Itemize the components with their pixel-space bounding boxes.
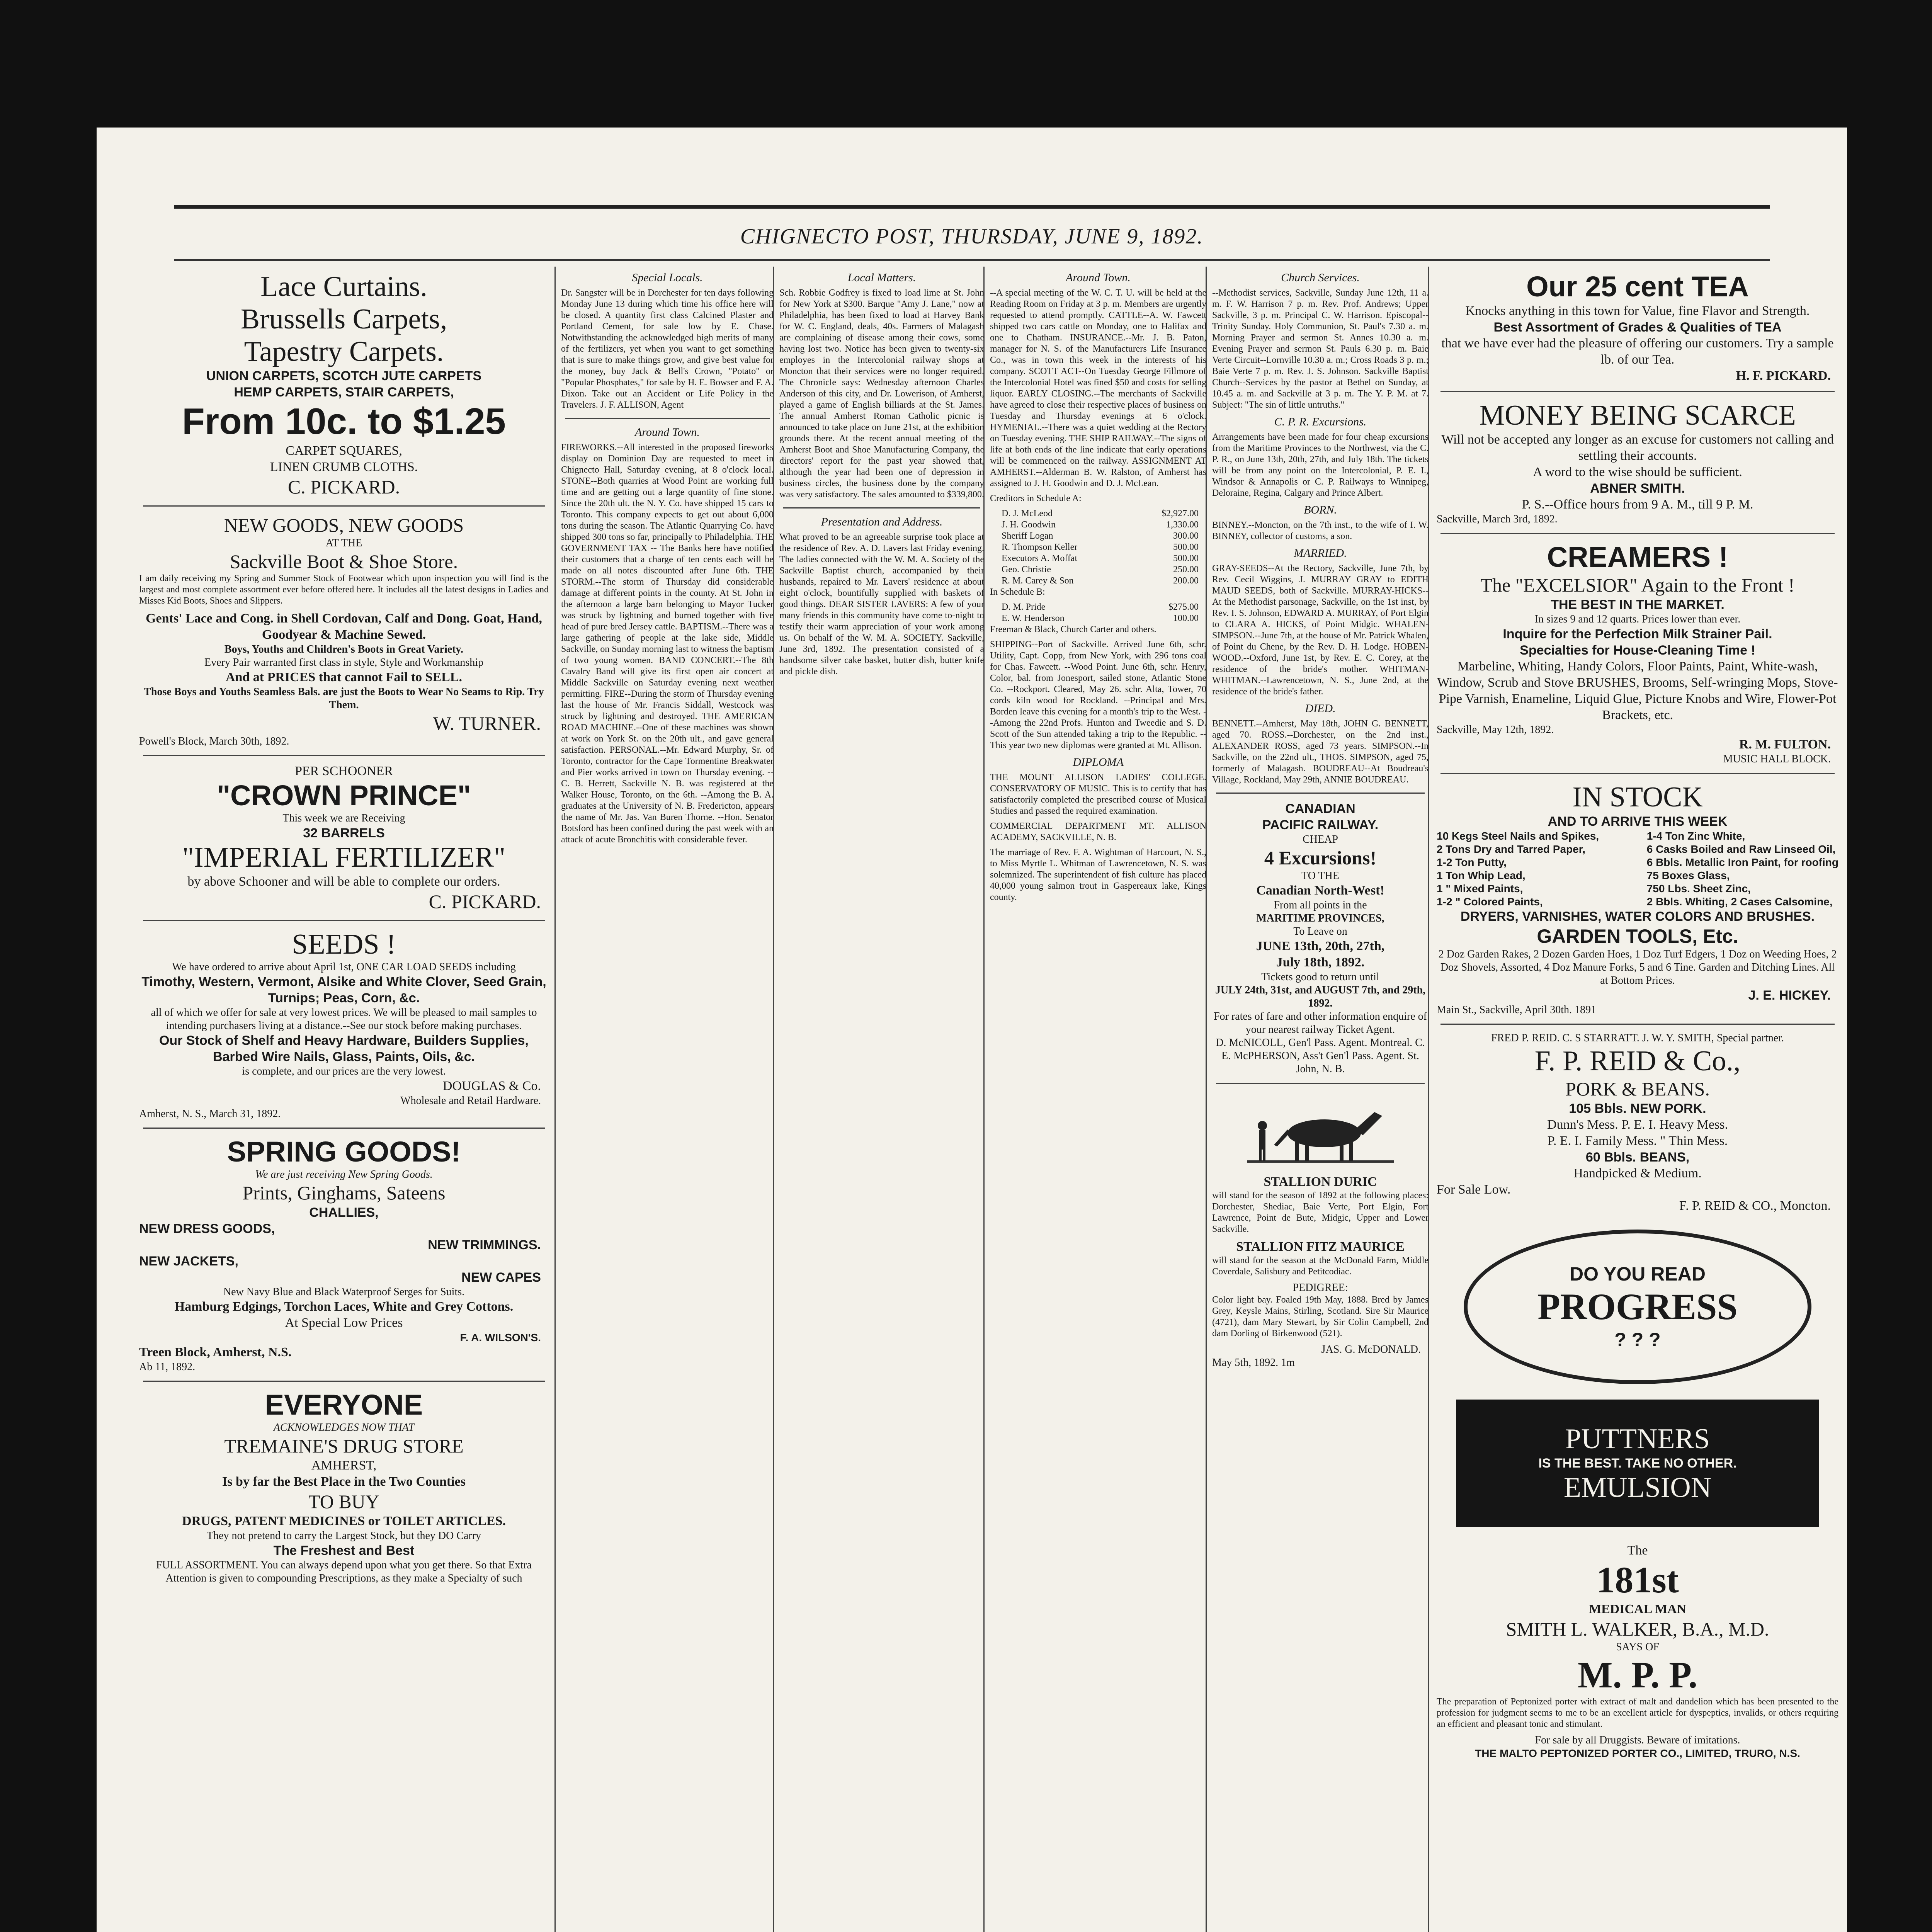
ad-line: PEDIGREE: [1293, 1282, 1348, 1294]
stock-item: 6 Bbls. Metallic Iron Paint, for roofing [1646, 856, 1838, 868]
ad-line: Will not be accepted any longer as an excuse for customers not calling and settling their accounts. [1441, 432, 1834, 463]
divider [143, 1128, 545, 1129]
top-rule [174, 205, 1770, 209]
section-heading: Church Services. [1281, 271, 1360, 284]
puttners-emulsion-ad [1456, 1400, 1819, 1527]
money-scarce-ad [1437, 399, 1838, 526]
boot-store-ad [139, 514, 549, 748]
column-2 [554, 267, 774, 1932]
ad-line: by above Schooner and will be able to complete our orders. [187, 874, 500, 889]
ad-line: FULL ASSORTMENT. You can always depend upon what you get there. So that Extra Attention is given to compounding Prescriptions, as they make a Specialty of such [156, 1559, 532, 1584]
ad-line: MARITIME PROVINCES, [1256, 912, 1384, 924]
creditor-amount: 250.00 [1173, 565, 1199, 575]
ad-line: Best Assortment of Grades & Qualities of TEA [1493, 320, 1782, 335]
ad-heading: Canadian North-West! [1256, 883, 1384, 898]
creditor-row [1002, 575, 1199, 587]
ad-line: Wholesale and Retail Hardware. [400, 1095, 541, 1107]
ad-line: In sizes 9 and 12 quarts. Prices lower than ever. [1534, 613, 1741, 625]
article-body: --Methodist services, Sackville, Sunday June 12th, 11 a. m. F. W. Harrison 7 p. m. Rev. Prof. Andrews; Upper Sackville, 3 p. m. Principal C. W. Harrison. Episcopal--Trinity Sunday. Holy Communion, St. Paul's 7.30 a. m. Morning Prayer and sermon St. Annes 10.30 a. m. Evening Prayer and sermon St. Pauls 6.30 p. m. Baie Verte Circuit--Lornville 10.30 a. m.; Cross Roads 3 p. m.; Baie Verte 7 p. m. Rev. J. S. Johnson. Sackville Baptist Church--Services by the pastor at Bethel on Sunday, at 10.45 a. m. and Sackville at 3 p. m. The Y. P. M. at 7. Subject: "The sin of little untruths." [1212, 288, 1429, 410]
ad-heading: SEEDS ! [292, 929, 396, 960]
stock-item: 750 Lbs. Sheet Zinc, [1646, 883, 1751, 895]
drug-store-ad [139, 1389, 549, 1585]
ad-heading: EVERYONE [265, 1389, 423, 1421]
creditor-amount: 500.00 [1173, 542, 1199, 552]
progress-ad [1464, 1230, 1811, 1384]
divider [783, 507, 980, 509]
creditor-amount: 300.00 [1173, 531, 1199, 541]
section-heading: BORN. [1304, 503, 1337, 516]
ad-line: We have ordered to arrive about April 1st, ONE CAR LOAD SEEDS including [172, 961, 516, 973]
stock-item: 6 Casks Boiled and Raw Linseed Oil, [1646, 843, 1836, 855]
ad-line: A word to the wise should be sufficient. [1533, 465, 1742, 479]
ad-line: To Leave on [1293, 925, 1347, 937]
ad-line: ACKNOWLEDGES NOW THAT [273, 1422, 415, 1434]
creditors-heading: Creditors in Schedule A: [990, 493, 1082, 503]
creditor-row [1002, 542, 1199, 553]
creditor-amount: $275.00 [1168, 602, 1199, 612]
reid-pork-ad [1437, 1032, 1838, 1214]
ad-heading: EMULSION [1563, 1472, 1712, 1503]
ad-line: JUNE 13th, 20th, 27th, [1256, 939, 1385, 953]
horse-and-groom-illustration [1247, 1099, 1394, 1164]
creditor-name: D. M. Pride [1002, 602, 1046, 612]
malto-porter-ad [1437, 1543, 1838, 1760]
ad-line: Our Stock of Shelf and Heavy Hardware, Builders Supplies, Barbed Wire Nails, Glass, Paints, Oils, &c. [159, 1033, 529, 1064]
ad-line: NEW CAPES [461, 1270, 541, 1285]
section-heading: Around Town. [1066, 271, 1131, 284]
carpet-line: HEMP CARPETS, STAIR CARPETS, [234, 385, 454, 400]
divider [143, 920, 545, 921]
advertiser-name: ABNER SMITH. [1590, 481, 1685, 496]
diploma-text: THE MOUNT ALLISON LADIES' COLLEGE. CONSERVATORY OF MUSIC. This is to certify that has satisfactorily completed the prescribed course of Musical Studies and passed the required examination. [990, 772, 1206, 816]
ad-line: IS THE BEST. TAKE NO OTHER. [1538, 1456, 1737, 1471]
ad-body: The preparation of Peptonized porter with extract of malt and dandelion which has been presented to the profession for judgment seems to me to be an excellent article for dyspeptics, invalids, or others requiring an efficient and pleasant tonic and stimulant. [1437, 1697, 1838, 1729]
creditor-amount: 1,330.00 [1166, 520, 1199, 530]
divider [1216, 793, 1425, 794]
ad-line: July 18th, 1892. [1276, 955, 1365, 969]
ad-line: CHALLIES, [309, 1205, 379, 1220]
creditor-row [1002, 602, 1199, 613]
ad-line: Prints, Ginghams, Sateens [242, 1182, 446, 1204]
carpet-line: CARPET SQUARES, [286, 444, 402, 458]
ad-line: 105 Bbls. NEW PORK. [1569, 1101, 1706, 1116]
ad-heading: 181st [1596, 1559, 1679, 1600]
creditor-name: D. J. McLeod [1002, 509, 1053, 519]
section-heading: DIPLOMA [1073, 756, 1124, 769]
article-body: GRAY-SEEDS--At the Rectory, Sackville, June 7th, by Rev. Cecil Wiggins, J. MURRAY GRAY to EDITH MAUD SEEDS, both of Sackville. MURRAY-HICKS--At the Methodist parsonage, Sackville, on the 1st inst, by Rev. I. S. Johnson, EDWARD A. MURRAY, of Port Elgin to CLARA A. HICKS, of Point Midgic. WHALEN-SIMPSON.--June 7th, at the house of Mr. Patrick Whalen, of Point du Chene, by the Rev. D. H. Lodge. HOBEN-WOOD.--Oxford, June 1st, by Rev. E. C. Corey, at the residence of the bride's mother. WHITMAN-WHITMAN.--Lawrencetown, N. S., June 2nd, at the residence of the bride's father. [1212, 563, 1429, 697]
ad-line: Those Boys and Youths Seamless Bals. are just the Boots to Wear No Seams to Rip. Try Them. [144, 686, 544, 711]
ad-line: For Sale Low. [1437, 1182, 1511, 1197]
ad-line: P. S.--Office hours from 9 A. M., till 9 P. M. [1522, 497, 1753, 512]
advertiser-name: C. PICKARD. [287, 476, 400, 498]
ad-line: And at PRICES that cannot Fail to SELL. [225, 670, 463, 684]
stock-list-right [1647, 830, 1838, 908]
article-body: What proved to be an agreeable surprise took place at the residence of Rev. A. D. Lavers last Friday evening. The ladies connected with the W. M. A. Society of the Sackville Baptist church, accompanied by their husbands, repaired to Mr. Lavers' residence at about eight o'clock, bountifully supplied with baskets of good things. DEAR SISTER LAVERS: A few of your many friends in this community have come to-night to testify their warm appreciation of your work among us. On behalf of the W. M. A. SOCIETY. Sackville, June 3rd, 1892. The presentation consisted of a handsome silver cake basket, butter dish, butter knife and pickle dish. [779, 532, 984, 677]
section-heading: Around Town. [635, 426, 700, 439]
ad-line: THE BEST IN THE MARKET. [1551, 597, 1725, 612]
ad-heading: MONEY BEING SCARCE [1479, 400, 1796, 431]
divider [1440, 533, 1835, 534]
ad-body: will stand for the season at the McDonald Farm, Middle Coverdale, Salisbury and Petitcodiac. [1212, 1255, 1429, 1277]
ad-line: JULY 24th, 31st, and AUGUST 7th, and 29th, 1892. [1215, 984, 1426, 1009]
divider [143, 755, 545, 756]
ad-line: Is by far the Best Place in the Two Counties [222, 1475, 466, 1489]
article-body: --A special meeting of the W. C. T. U. will be held at the Reading Room on Friday at 3 p. m. Members are urgently requested to attend promptly. CATTLE--A. W. Fawcett shipped two cars cattle on Monday, one to Halifax and one to Chatham. INSURANCE.--Mr. J. B. Paton, manager for N. S. of the Manufacturers Life Insurance Co., was in town this week in the interests of his company. SCOTT ACT--On Tuesday George Fillmore of the Intercolonial Hotel was fined $50 and costs for selling liquor. EARLY CLOSING.--The merchants of Sackville have agreed to close their respective places of business on Tuesday and Thursday evenings at 6 o'clock. HYMENIAL.--There was a quiet wedding at the Rectory on Tuesday evening. THE SHIP RAILWAY.--The signs of life at both ends of the line indicate that early operations will be commenced on the railway. ASSIGNMENT AT AMHERST.--Alderman B. W. Ralston, of Amherst has assigned to J. H. Goodwin and D. J. McLean. [990, 288, 1206, 488]
ad-line: DRYERS, VARNISHES, WATER COLORS AND BRUSHES. [1460, 909, 1815, 924]
stock-item: 1 Ton Whip Lead, [1437, 869, 1526, 881]
ad-line: NEW DRESS GOODS, [139, 1221, 275, 1236]
section-heading: Special Locals. [632, 271, 703, 284]
ad-line: TO THE [1301, 870, 1339, 882]
stock-item: 1-2 " Colored Paints, [1437, 896, 1543, 908]
ad-line: Specialties for House-Cleaning Time ! [1520, 643, 1755, 658]
creditor-name: Executors A. Moffat [1002, 553, 1078, 563]
ad-line: Every Pair warranted first class in style, Style and Workmanship [204, 656, 483, 668]
section-heading: Presentation and Address. [821, 515, 943, 528]
stock-item: 1-2 Ton Putty, [1437, 856, 1507, 868]
ad-line: that we have ever had the pleasure of offering our customers. Try a sample lb. of our Tea. [1441, 336, 1834, 367]
carpets-ad [139, 270, 549, 498]
ad-date: Ab 11, 1892. [139, 1361, 196, 1373]
ad-line: CANADIAN [1285, 801, 1355, 816]
column-6 [1428, 267, 1838, 1932]
article-body: BENNETT.--Amherst, May 18th, JOHN G. BENNETT, aged 70. ROSS.--Dorchester, on the 2nd inst., ALEXANDER ROSS, aged 73 years. SIMPSON.--In Sackville, on the 22nd ult., THOS. SIMPSON, aged 75, formerly of Malagash. BOUDREAU--At Boudreau's Village, Rockland, May 29th, ANNIE BOUDREAU. [1212, 719, 1429, 785]
ad-line: The Freshest and Best [273, 1543, 415, 1558]
ad-date: Main St., Sackville, April 30th. 1891 [1437, 1004, 1596, 1016]
section-heading: MARRIED. [1294, 547, 1347, 560]
creditor-row [1002, 531, 1199, 542]
ad-line: The [1627, 1543, 1648, 1558]
ad-line: DO YOU READ [1570, 1263, 1706, 1285]
ad-line: Inquire for the Perfection Milk Strainer Pail. [1503, 627, 1772, 641]
advertiser-name: C. PICKARD. [429, 891, 541, 912]
ad-date: May 5th, 1892. 1m [1212, 1357, 1295, 1369]
article-body: FIREWORKS.--All interested in the proposed fireworks display on Dominion Day are requested to meet in Chignecto Hall, Saturday evening, at 8 o'clock local. STONE--Both quarries at Wood Point are working full time and are getting out a large quantity of fine stone. Since the 20th ult. the N. Y. Co. have shipped 15 cars to Toronto. This company expects to get out about 6,000 tons during the season. The Atlantic Quarrying Co. have shipped 300 tons so far, principally to Philadelphia. THE GOVERNMENT TAX -- The Banks here have notified their customers that a charge of ten cents each will be made on all notes discounted after June 6th. THE STORM.--The storm of Thursday did considerable damage at different points in the county. At St. John in the afternoon a large barn belonging to Mayor Tucker was struck by lightning and burned together with five head of pure bred Jersey cattle. BAPTISM.--There was a large gathering of people at the lake side, Middle Sackville, on Sunday morning last to witness the baptism of two young women. BAND CONCERT.--The 8th Cavalry Band will give its first open air concert at Middle Sackville on Saturday evening next weather permitting. FIRE--During the storm of Thursday evening last the house of Mr. Francis Siddall, Westcock was struck by lightning and destroyed. THE AMERICAN ROAD MACHINE.--One of these machines was shown at work on York St. on the 20th ult., and gave general satisfaction. PERSONAL.--Mr. Edward Murphy, Sr. of Toronto, contractor for the Cape Tormentine Breakwater and Pier works arrived in town on Thursday evening. --C. B. Herrett, Sackville N. B. was registered at the Walker House, Toronto, on the 6th. --Among the B. A. graduates at the University of N. B. Fredericton, appears the name of Mr. Jas. Van Buren Thorne. --Hon. Senator Botsford has been confined during the past week with an attack of acute Bronchitis with considerable fever. [561, 442, 774, 845]
ad-line: This week we are Receiving [282, 812, 405, 824]
section-heading: DIED. [1305, 702, 1336, 715]
ad-signature: JAS. G. McDONALD. [1321, 1344, 1421, 1355]
carpet-line: Brussells Carpets, [240, 303, 447, 335]
ad-line: AT THE [325, 537, 362, 549]
ad-line: Knocks anything in this town for Value, fine Flavor and Strength. [1465, 304, 1810, 318]
ad-line: TO BUY [308, 1491, 379, 1512]
tea-ad [1437, 270, 1838, 384]
ad-line: AND TO ARRIVE THIS WEEK [1548, 814, 1728, 829]
creditor-name: R. M. Carey & Son [1002, 576, 1074, 586]
divider [143, 505, 545, 507]
creditor-row [1002, 564, 1199, 575]
ad-line: NEW JACKETS, [139, 1254, 238, 1269]
ad-line: PACIFIC RAILWAY. [1262, 818, 1379, 832]
ad-heading: PORK & BEANS. [1565, 1078, 1710, 1100]
ad-line: Tickets good to return until [1261, 971, 1379, 983]
ad-line: DRUGS, PATENT MEDICINES or TOILET ARTICLES. [182, 1514, 506, 1528]
ad-line: For rates of fare and other information enquire of your nearest railway Ticket Agent. [1213, 1010, 1427, 1036]
seeds-ad [139, 928, 549, 1121]
ad-line: Hamburg Edgings, Torchon Laces, White and Grey Cottons. [174, 1299, 514, 1314]
section-heading: C. P. R. Excursions. [1274, 415, 1367, 428]
column-1 [139, 267, 549, 1932]
divider [1440, 1024, 1835, 1025]
creamers-ad [1437, 541, 1838, 766]
advertiser-name: J. E. HICKEY. [1748, 988, 1831, 1003]
ad-heading: GARDEN TOOLS, Etc. [1537, 925, 1738, 947]
diploma-text: COMMERCIAL DEPARTMENT MT. ALLISON ACADEMY, SACKVILLE, N. B. [990, 821, 1206, 842]
ad-line: From all points in the [1274, 899, 1367, 911]
carpet-price: From 10c. to $1.25 [182, 401, 506, 442]
article-body: Sch. Robbie Godfrey is fixed to load lime at St. John for New York at $300. Barque "Amy J. Lane," now at Philadelphia, has been fixed to load at Harvey Bank for W. C. England, deals, 40s. Farmers of Malagash are complaining of disease among their cows, some having lost two. Notice has been given to twenty-six employes in the Intercolonial railway shops at Moncton that their services were no longer required. The Chronicle says: Wednesday afternoon Charles Anderson of this city, and Dr. Lowerison, of Amherst, played a game of English billiards at the St. James. The annual Amherst Roman Catholic picnic is announced to take place on June 21st, at the exhibition grounds there. At the recent annual meeting of the Amherst Boot and Shoe Manufacturing Company, the directors' report for the past year showed that, although the year had been one of depression in business circles, the business done by the company was very satisfactory. The sales amounted to $339,800. [779, 288, 984, 500]
ad-line: AMHERST, [311, 1458, 377, 1473]
creditor-amount: 200.00 [1173, 576, 1199, 586]
column-3 [773, 267, 984, 1932]
ad-line: We are just receiving New Spring Goods. [255, 1168, 433, 1180]
ad-heading: CREAMERS ! [1547, 541, 1728, 573]
ad-heading: NEW GOODS, NEW GOODS [224, 514, 464, 536]
ad-heading: M. P. P. [1577, 1654, 1698, 1696]
ad-line: They not pretend to carry the Largest Stock, but they DO Carry [206, 1530, 481, 1542]
article-body: Dr. Sangster will be in Dorchester for ten days following Monday June 13 during which time his office here will be closed. A quantity first class Calcined Plaster and Portland Cement, for sale low by E. Chase. Notwithstanding the acknowledged high merits of many of the fertilizers, yet when you want to get something that is sure to make things grow, and give best value for the money, buy Jack & Bell's Crown, "Potato" or "Popular Phosphates," for sale by H. E. Bowser and F. A. Dixon. Take out an Accident or Life Policy in the Travelers. J. F. ALLISON, Agent [561, 288, 774, 410]
ad-line: Dunn's Mess. P. E. I. Heavy Mess. [1547, 1117, 1728, 1132]
creditor-name: Sheriff Logan [1002, 531, 1053, 541]
ad-line: Marbeline, Whiting, Handy Colors, Floor Paints, Paint, White-wash, Window, Scrub and Stove BRUSHES, Brooms, Self-wringing Mops, Stove-Pipe Varnish, Enameline, Liquid Glue, Picture Knobs and Wire, Flower-Pot Brackets, etc. [1437, 659, 1838, 722]
article-body: BINNEY.--Moncton, on the 7th inst., to the wife of I. W. BINNEY, collector of customs, a son. [1212, 520, 1429, 541]
ad-heading: STALLION FITZ MAURICE [1236, 1240, 1405, 1254]
ad-line: is complete, and our prices are the very lowest. [242, 1065, 446, 1077]
ad-line: MUSIC HALL BLOCK. [1723, 753, 1831, 765]
creditor-amount: 100.00 [1173, 613, 1199, 623]
ad-body: I am daily receiving my Spring and Summer Stock of Footwear which upon inspection you will find is the largest and most complete assortment ever before offered here. It includes all the latest designs in Ladies and Misses Kid Boots, Shoes and Slippers. [139, 573, 549, 606]
ad-line: 2 Doz Garden Rakes, 2 Dozen Garden Hoes, 1 Doz Turf Edgers, 1 Doz on Weeding Hoes, 2 Doz Shovels, Assorted, 4 Doz Manure Forks, 5 and 6 Tine. Garden and Ditching Lines. All at Bottom Prices. [1438, 948, 1837, 986]
ad-heading: Our 25 cent TEA [1526, 270, 1749, 303]
ad-heading: 4 Excursions! [1264, 847, 1377, 869]
ad-line: New Navy Blue and Black Waterproof Serges for Suits. [223, 1286, 465, 1298]
stock-item: 75 Boxes Glass, [1646, 869, 1730, 881]
divider [1440, 773, 1835, 774]
ad-line: Timothy, Western, Vermont, Alsike and White Clover, Seed Grain, Turnips; Peas, Corn, &c. [141, 975, 546, 1005]
creditor-name: R. Thompson Keller [1002, 542, 1078, 552]
ad-line: Gents' Lace and Cong. in Shell Cordovan, Calf and Dong. Goat, Hand, Goodyear & Machine Sewed. [146, 611, 542, 642]
ad-heading: PROGRESS [1537, 1286, 1738, 1327]
ad-line: SAYS OF [1616, 1641, 1659, 1653]
ad-line: CHEAP [1303, 833, 1338, 845]
ad-line: ? ? ? [1614, 1329, 1661, 1350]
ad-line: THE MALTO PEPTONIZED PORTER CO., LIMITED, TRURO, N.S. [1475, 1747, 1800, 1759]
cpr-excursion-ad [1212, 801, 1429, 1076]
advertiser-name: W. TURNER. [433, 713, 541, 734]
creditor-name: Geo. Christie [1002, 565, 1051, 575]
stock-item: 2 Tons Dry and Tarred Paper, [1437, 843, 1585, 855]
ad-heading: TREMAINE'S DRUG STORE [224, 1435, 464, 1457]
ad-line: MEDICAL MAN [1588, 1602, 1687, 1616]
stock-item: 1 " Mixed Paints, [1437, 883, 1523, 895]
creditors-heading: In Schedule B: [990, 587, 1045, 597]
creditors-tail: Freeman & Black, Church Carter and others. [990, 624, 1156, 634]
ad-line: For sale by all Druggists. Beware of imitations. [1535, 1734, 1740, 1746]
ad-heading: PUTTNERS [1565, 1423, 1710, 1455]
ad-date: Sackville, March 3rd, 1892. [1437, 513, 1558, 525]
ad-heading: IN STOCK [1572, 781, 1703, 813]
carpet-line: Tapestry Carpets. [244, 336, 444, 367]
divider [565, 418, 770, 419]
ad-body: will stand for the season of 1892 at the following places: Dorchester, Shediac, Baie Verte, Port Elgin, Fort Lawrence, Point de Bute, Midgic, Upper and Lower Sackville. [1212, 1190, 1429, 1234]
ad-date: Amherst, N. S., March 31, 1892. [139, 1108, 281, 1120]
newspaper-page [97, 128, 1847, 1932]
divider [1216, 1083, 1425, 1084]
creditors-list [990, 508, 1206, 587]
ad-heading: Sackville Boot & Shoe Store. [230, 551, 458, 572]
ad-line: Handpicked & Medium. [1573, 1166, 1702, 1180]
creditor-name: J. H. Goodwin [1002, 520, 1056, 530]
ad-heading: "CROWN PRINCE" [216, 779, 471, 811]
in-stock-ad [1437, 781, 1838, 1017]
creditor-row [1002, 613, 1199, 624]
ad-heading: F. P. REID & Co., [1534, 1045, 1741, 1077]
stock-item: 10 Kegs Steel Nails and Spikes, [1437, 830, 1599, 842]
advertiser-name: F. P. REID & CO., Moncton. [1679, 1199, 1831, 1213]
stock-list-left [1437, 830, 1599, 908]
stallion-ad [1212, 1091, 1429, 1369]
masthead: CHIGNECTO POST, THURSDAY, JUNE 9, 1892. [740, 224, 1204, 248]
stock-lists [1437, 830, 1838, 908]
ad-date: Powell's Block, March 30th, 1892. [139, 735, 289, 747]
ad-line: The "EXCELSIOR" Again to the Front ! [1480, 574, 1795, 596]
ad-line: all of which we offer for sale at very lowest prices. We will be pleased to mail samples to intending purchasers living at a distance.--See our stock before making purchases. [151, 1007, 537, 1032]
creditors-list [990, 602, 1206, 624]
ad-line: FRED P. REID. C. S STARRATT. J. W. Y. SMITH, Special partner. [1491, 1032, 1784, 1044]
spring-goods-ad [139, 1136, 549, 1374]
ad-line: 32 BARRELS [303, 826, 385, 840]
ad-signature: D. McNICOLL, Gen'l Pass. Agent. Montreal. C. E. McPHERSON, Ass't Gen'l Pass. Agent. St. John, N. B. [1216, 1037, 1425, 1075]
section-heading: Local Matters. [847, 271, 916, 284]
carpet-line: Lace Curtains. [260, 271, 427, 303]
ad-line: NEW TRIMMINGS. [428, 1238, 541, 1252]
ad-heading: STALLION DURIC [1264, 1175, 1377, 1189]
stock-item: 1-4 Ton Zinc White, [1646, 830, 1745, 842]
creditor-amount: $2,927.00 [1162, 509, 1199, 519]
ad-body: Color light bay. Foaled 19th May, 1888. Bred by James Grey, Keysle Mains, Stirling, Scotland. Sire Sir Maurice (4721), dam Mary Stewart, by Sir Colin Campbell, 2nd dam Dorling of Birkenwood (521). [1212, 1295, 1429, 1338]
schooner-ad [139, 763, 549, 913]
column-5 [1206, 267, 1429, 1932]
advertiser-name: R. M. FULTON. [1739, 737, 1831, 752]
masthead-rule [174, 259, 1770, 261]
ad-line: 60 Bbls. BEANS, [1585, 1150, 1690, 1165]
article-body: The marriage of Rev. F. A. Wightman of Harcourt, N. S., to Miss Myrtle L. Whitman of Lawrencetown, N. S. was solemnized. The superintendent of fish culture has placed 40,000 young salmon trout in Gaspereaux lake, Kings county. [990, 847, 1206, 902]
column-4 [983, 267, 1206, 1932]
advertiser-name: F. A. WILSON'S. [460, 1332, 541, 1344]
carpet-line: LINEN CRUMB CLOTHS. [270, 460, 418, 474]
ad-line: At Special Low Prices [285, 1316, 403, 1330]
divider [1440, 391, 1835, 392]
ad-line: PER SCHOONER [294, 764, 393, 778]
ad-line: SMITH L. WALKER, B.A., M.D. [1506, 1618, 1769, 1640]
stock-item: 2 Bbls. Whiting, 2 Cases Calsomine, [1646, 896, 1833, 908]
advertiser-name: H. F. PICKARD. [1736, 369, 1831, 383]
article-body: Arrangements have been made for four cheap excursions from the Maritime Provinces to the Northwest, via the C. P. R., on June 13th, 20th, 27th, and July 18th. The tickets will be from any point on the Intercolonial, P. E. I., Windsor & Annapolis or C. P. Railways to Winnipeg, Deloraine, Regina, Calgary and Prince Albert. [1212, 432, 1429, 498]
ad-line: Boys, Youths and Children's Boots in Great Variety. [224, 643, 463, 655]
ad-date: Sackville, May 12th, 1892. [1437, 724, 1554, 736]
creditor-row [1002, 553, 1199, 564]
ad-line: P. E. I. Family Mess. " Thin Mess. [1547, 1134, 1728, 1148]
creditor-amount: 500.00 [1173, 553, 1199, 563]
creditor-name: E. W. Henderson [1002, 613, 1065, 623]
divider [143, 1381, 545, 1382]
carpet-line: UNION CARPETS, SCOTCH JUTE CARPETS [206, 369, 482, 383]
ad-line: Treen Block, Amherst, N.S. [139, 1345, 292, 1359]
article-body: SHIPPING--Port of Sackville. Arrived June 6th, schr. Utility, Capt. Copp, from New York, with 296 tons coal for Chas. Fawcett. --Wood Point. June 6th, schr. Henry, Color, bal. from Jonesport, sailed stone, Atlantic Stone Co. --Rockport. Cleared, May 26. schr. Alta, Tower, 70 cords kiln wood for Rockland. --Principal and Mrs. Borden leave this evening for a month's trip to the West. --Among the 22nd Profs. Hunton and Tweedie and S. D. Scott of the Sun attended taking a trip to the Republic. --This year two new diplomas were granted at Mt. Allison. [990, 639, 1206, 750]
creditor-row [1002, 508, 1199, 519]
creditor-row [1002, 519, 1199, 531]
ad-heading: SPRING GOODS! [227, 1136, 461, 1168]
ad-heading: "IMPERIAL FERTILIZER" [182, 842, 506, 873]
advertiser-name: DOUGLAS & Co. [442, 1079, 541, 1093]
